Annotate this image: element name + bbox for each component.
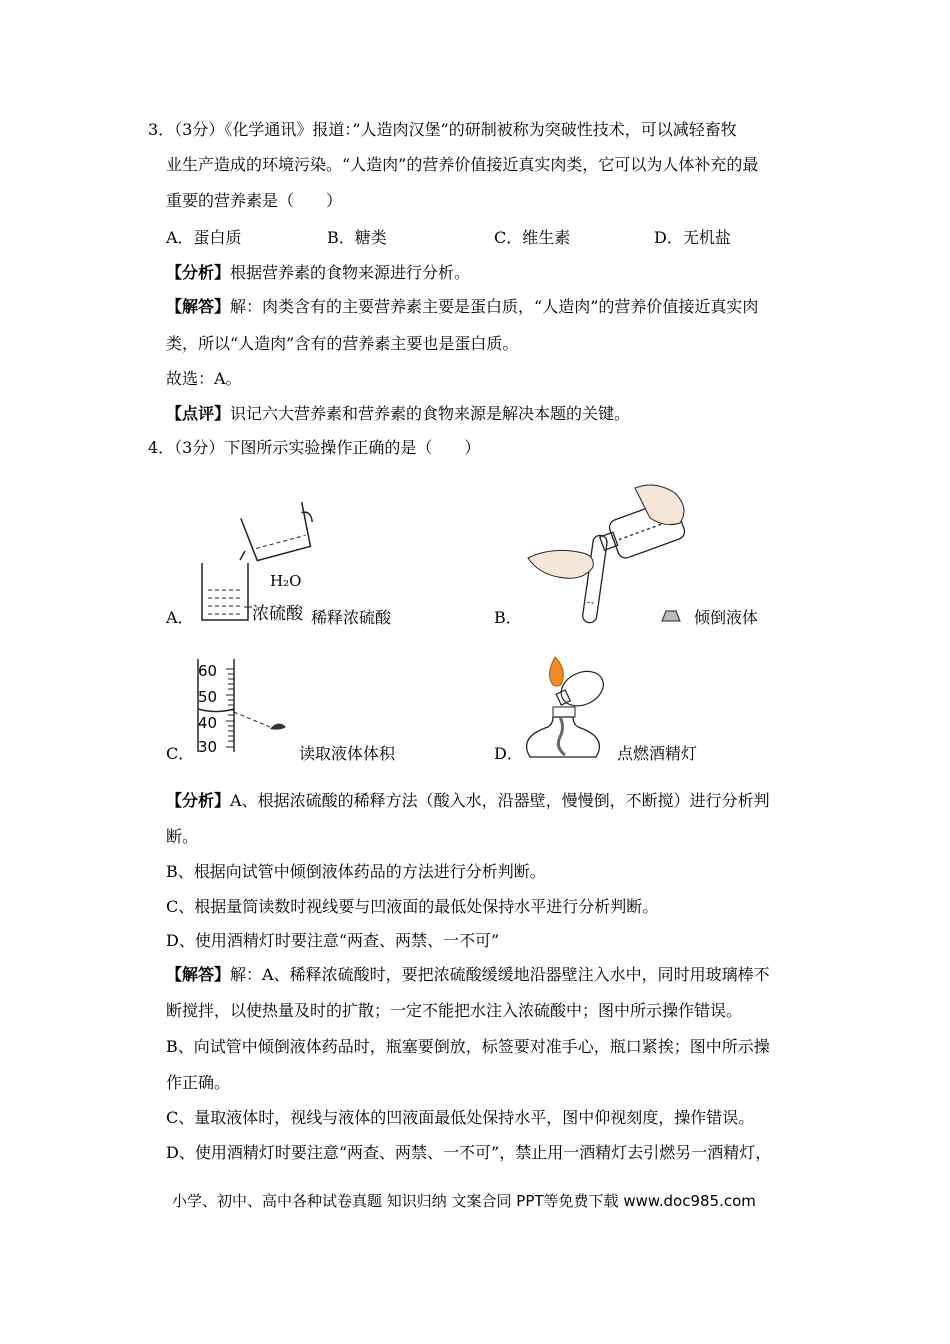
fig-c-letter: C．: [166, 744, 195, 763]
answer-tag: 【解答】: [166, 965, 231, 984]
analysis-tag: 【分析】: [166, 263, 231, 282]
fig-c-caption: 读取液体体积: [299, 744, 396, 763]
q4-analysis-b: B、根据向试管中倾倒液体药品的方法进行分析判断。: [166, 862, 546, 881]
q3-stem-line1: 3．（3分）《化学通讯》报道：”人造肉汉堡”的研制被称为突破性技术，可以减轻畜牧: [148, 120, 737, 139]
q3-stem-line3: 重要的营养素是（ ）: [166, 191, 343, 210]
q4-analysis-line1: [166, 790, 770, 812]
comment-tag: 【点评】: [166, 404, 231, 423]
fig-d-letter: D．: [494, 744, 523, 763]
q3-comment: [166, 403, 630, 425]
q4-stem: 4．（3分）下图所示实验操作正确的是（ ）: [148, 438, 481, 457]
fig-a-caption: 稀释浓硫酸: [311, 608, 392, 627]
pouring-liquid-figure: [520, 483, 700, 633]
q4-analysis-c: C、根据量筒读数时视线要与凹液面的最低处保持水平进行分析判断。: [166, 897, 659, 916]
answer-tag: 【解答】: [166, 297, 231, 316]
q3-answer-line2: 类，所以“人造肉”含有的营养素主要也是蛋白质。: [166, 334, 519, 353]
alcohol-lamp-figure: [515, 652, 615, 764]
q4-answer-b1: B、向试管中倾倒液体药品时，瓶塞要倒放，标签要对准手心，瓶口紧挨；图中所示操: [166, 1037, 770, 1056]
analysis-text: A、根据浓硫酸的稀释方法（酸入水，沿器壁，慢慢倒，不断搅）进行分析判: [230, 791, 770, 810]
tick-50: 50: [198, 688, 218, 706]
fig-d-caption: 点燃酒精灯: [617, 744, 698, 763]
q4-answer-b2: 作正确。: [166, 1073, 231, 1092]
q4-answer-d: D、使用酒精灯时要注意“两查、两禁、一不可”，禁止用一酒精灯去引燃另一酒精灯，: [166, 1143, 772, 1162]
acid-label: 浓硫酸: [252, 604, 303, 624]
tick-60: 60: [198, 662, 218, 680]
q4-answer-a1: [166, 964, 770, 986]
answer-text: 解：A、稀释浓硫酸时，要把浓硫酸缓缓地沿器壁注入水中，同时用玻璃棒不: [230, 965, 770, 984]
q3-answer-line1: [166, 296, 758, 318]
tick-40: 40: [198, 714, 218, 732]
fig-b-letter: B．: [494, 608, 522, 627]
answer-text: 解：肉类含有的主要营养素主要是蛋白质，“人造肉”的营养价值接近真实肉: [230, 297, 759, 316]
comment-text: 识记六大营养素和营养素的食物来源是解决本题的关键。: [230, 404, 631, 423]
fig-b-caption: 倾倒液体: [694, 608, 759, 627]
fig-a-letter: A．: [166, 608, 194, 627]
q4-answer-a2: 断搅拌，以使热量及时的扩散；一定不能把水注入浓硫酸中；图中所示操作错误。: [166, 1001, 743, 1020]
q3-stem-line2: 业生产造成的环境污染。“人造肉”的营养价值接近真实肉类，它可以为人体补充的最: [166, 155, 759, 174]
page-footer: 小学、初中、高中各种试卷真题 知识归纳 文案合同 PPT等免费下载 www.doc985.com: [172, 1192, 756, 1210]
q3-analysis: [166, 262, 470, 284]
q4-analysis-line2: 断。: [166, 827, 199, 846]
tick-30: 30: [198, 738, 218, 756]
q3-option-b: B．糖类: [327, 228, 387, 247]
q3-option-a: A．蛋白质: [166, 228, 242, 247]
analysis-tag: 【分析】: [166, 791, 231, 810]
q4-analysis-d: D、使用酒精灯时要注意“两查、两禁、一不可”: [166, 931, 500, 950]
water-label: H₂O: [270, 572, 302, 590]
q3-option-d: D．无机盐: [654, 228, 731, 247]
q3-choice: 故选：A。: [166, 369, 242, 388]
q4-answer-c: C、量取液体时，视线与液体的凹液面最低处保持水平，图中仰视刻度，操作错误。: [166, 1108, 755, 1127]
q3-option-c: C．维生素: [494, 228, 571, 247]
analysis-text: 根据营养素的食物来源进行分析。: [230, 263, 471, 282]
